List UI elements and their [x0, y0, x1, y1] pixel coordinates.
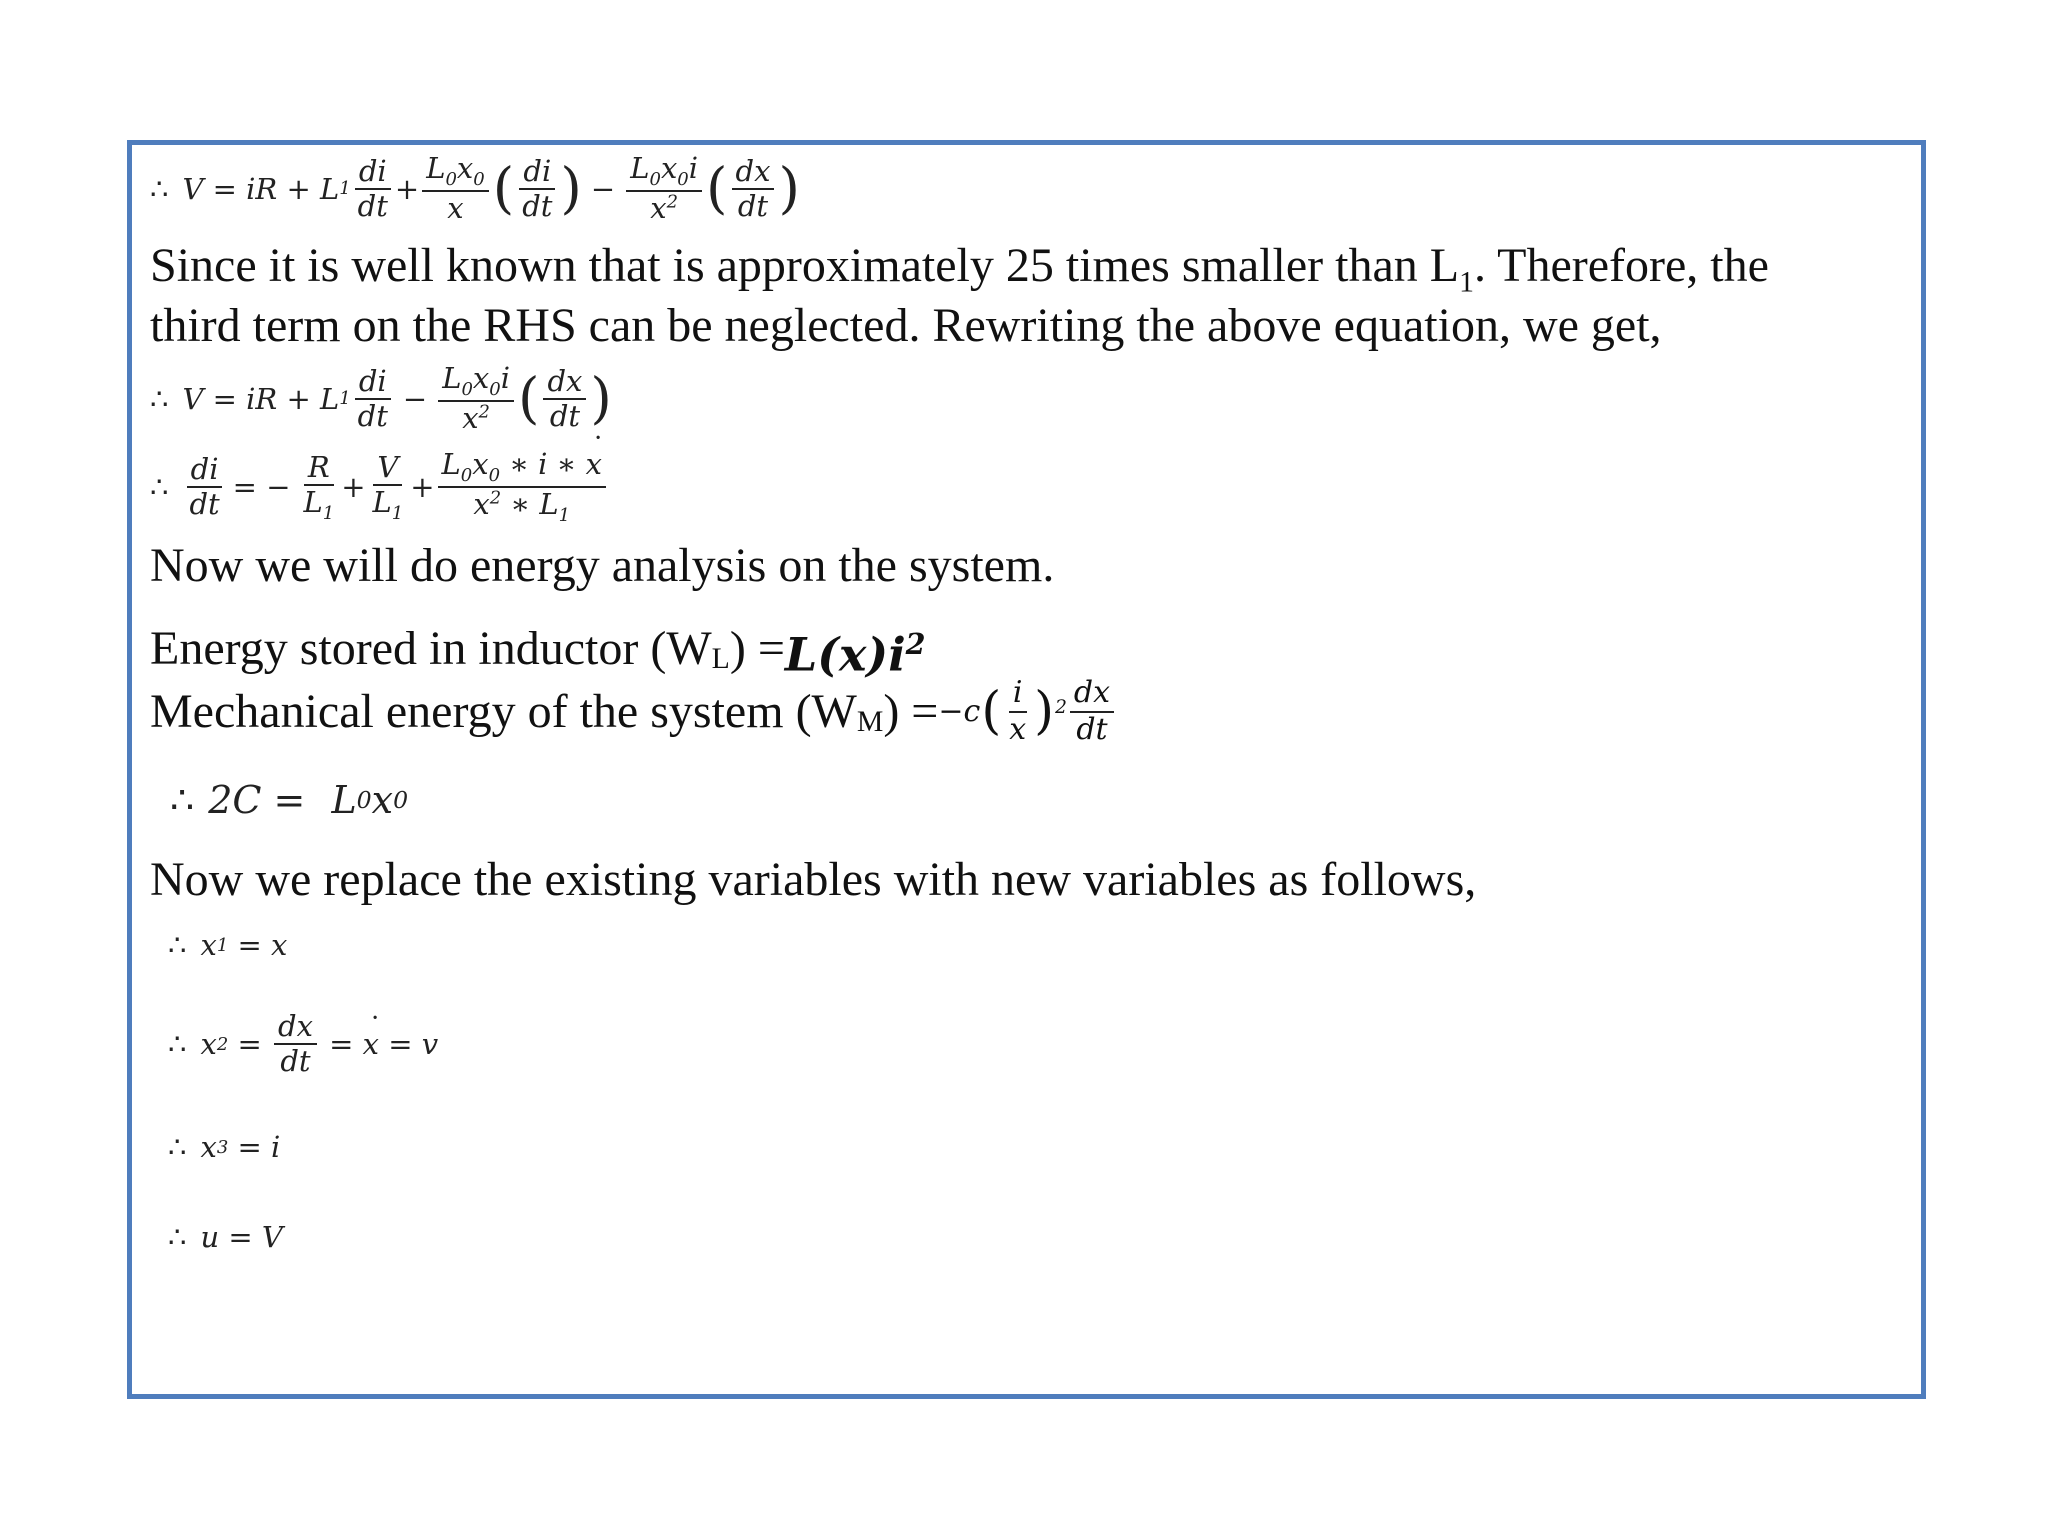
eq3-f3-den-sub: 1: [558, 505, 571, 527]
two-c-lhs: 2C =: [208, 778, 318, 822]
paragraph-energy-analysis: Now we will do energy analysis on the system.: [150, 539, 1055, 592]
eq2-frac-di-dt: [354, 365, 392, 434]
equation-voltage-simplified: ∴ V = iR + L 1 $\frac{di}{dt}$ − $\frac{L_0x_0i}{x^2}$ ( $\frac{dx}{dt}$ ): [150, 361, 612, 436]
energy-formula: [785, 614, 926, 684]
two-c-rhs-b: x: [371, 778, 394, 822]
eq1-t3-paren-num: dx: [732, 155, 775, 190]
eq2-t1-num: di: [355, 365, 391, 400]
eq2-lhs-sub: 1: [339, 388, 351, 410]
eq1-t3-num-b: x: [660, 151, 678, 185]
therefore-symbol: ∴: [168, 928, 187, 962]
therefore-symbol: ∴: [150, 171, 169, 206]
eq1-t2-num-a: L: [426, 151, 446, 185]
eq1-t2-den: x: [447, 191, 464, 226]
therefore-symbol: ∴: [168, 1130, 187, 1164]
eq1-t2-sub1: 0: [473, 168, 485, 190]
equation-x1: [168, 928, 287, 962]
eq1-t2-paren-den: dt: [522, 188, 553, 223]
eq3-f3-den-sup: 2: [489, 487, 502, 509]
eq1-t3-num-a: L: [630, 151, 650, 185]
equation-u: [168, 1220, 283, 1254]
eq3-lhs-num: di: [187, 453, 223, 488]
eq2-paren-num: dx: [543, 365, 586, 400]
u-equation-text: u = V: [200, 1220, 283, 1254]
eq3-f1-den-sub: 1: [322, 502, 335, 524]
energy-label: Energy stored in inductor (W: [150, 622, 712, 676]
equation-voltage-full: ∴ V = iR + L 1 $\frac{di}{dt}$ + $\frac{L_0x_0}{x}$ ( $\frac{di}{dt}$ ) − $\frac{L_0x_0i}{x^2}$ ( $\frac{dx}{dt}$ ): [150, 151, 800, 226]
eq1-paren-dx-dt: [732, 155, 775, 224]
paragraph-replace-variables: Now we replace the existing variables with new variables as follows,: [150, 853, 1477, 906]
eq1-frac-l0x0i-x2: [626, 152, 702, 226]
x3-var: x: [200, 1130, 217, 1164]
mech-sup: 2: [1055, 697, 1067, 718]
x2-rest-b: = v: [379, 1027, 439, 1062]
eq3-frac-r-l1: [300, 451, 339, 525]
mech-frac-den: x: [1009, 711, 1027, 747]
eq3-f2-den-sub: 1: [391, 502, 404, 524]
eq1-t1-den: dt: [357, 188, 388, 223]
x2-eq: =: [228, 1027, 271, 1062]
eq1-lhs: V = iR + L: [182, 171, 340, 206]
mech-formula: −c ( $\frac{i}{x}$ ) 2 $\frac{dx}{dt}$: [938, 676, 1117, 747]
therefore-symbol: ∴: [168, 1027, 187, 1062]
eq3-plus-1: +: [341, 470, 366, 505]
x2-den: dt: [280, 1044, 311, 1079]
eq1-t3-num-c: i: [688, 151, 699, 185]
x2-var: x: [200, 1027, 217, 1062]
eq3-f3-sub0: 0: [460, 464, 473, 486]
eq1-t1-num: di: [355, 155, 391, 190]
eq2-lhs: V = iR + L: [182, 381, 340, 416]
eq2-paren-den: dt: [549, 398, 581, 433]
energy-formula-main: L(x)i: [784, 627, 906, 682]
x2-rest-a: =: [319, 1027, 363, 1062]
mech-close: ) =: [883, 684, 939, 738]
mech-sub: M: [856, 704, 884, 738]
energy-formula-sup: 2: [905, 627, 926, 661]
eq2-t2-sub1: 0: [489, 378, 501, 400]
eq1-t2-num-b: x: [456, 151, 474, 185]
eq2-t1-den: dt: [357, 398, 388, 433]
two-c-sub1: 0: [393, 786, 409, 814]
two-c-sub0: 0: [356, 786, 372, 814]
therefore-symbol: ∴: [150, 381, 169, 416]
eq3-f1-num: R: [304, 451, 334, 486]
therefore-symbol: ∴: [168, 1220, 187, 1254]
x1-var: x: [200, 928, 217, 962]
eq3-f3-sub1: 0: [488, 464, 501, 486]
energy-close: ) =: [729, 622, 785, 676]
x3-rhs: = i: [228, 1130, 281, 1164]
x2-frac-dx-dt: [274, 1010, 317, 1079]
eq3-lhs-frac: [185, 453, 223, 522]
mech-frac-num: i: [1009, 676, 1027, 713]
eq1-paren-di-dt: [518, 155, 556, 224]
energy-sub: L: [711, 642, 730, 676]
eq3-f2-den: L: [372, 484, 392, 519]
eq1-t2-paren-num: di: [519, 155, 555, 190]
x2-sub: 2: [216, 1033, 229, 1055]
mech-frac-i-x: [1005, 676, 1030, 747]
paragraph-rewriting: third term on the RHS can be neglected. Rewriting the above equation, we get,: [150, 299, 1662, 352]
x2-xdot: ˙ x: [363, 1027, 379, 1061]
eq3-f3-num-b: x: [472, 447, 489, 481]
therefore-symbol: ∴: [170, 778, 195, 822]
paragraph-1-sub: 1: [1459, 265, 1474, 299]
energy-inductor-line: [150, 614, 926, 684]
eq1-frac-l0x0-x: [422, 152, 489, 226]
mech-dx: dx: [1070, 676, 1114, 713]
eq2-t2-num-a: L: [442, 361, 462, 395]
mech-label: Mechanical energy of the system (W: [150, 684, 857, 738]
equation-di-dt: [150, 448, 609, 527]
mech-frac-dx-dt: [1070, 676, 1114, 747]
mechanical-energy-line: [150, 676, 1117, 747]
eq2-paren-dx-dt: [543, 365, 586, 434]
eq3-f3-num-c: ∗ i ∗: [500, 447, 586, 481]
eq2-minus: −: [402, 381, 428, 416]
eq1-t3-den: x: [650, 191, 667, 226]
eq3-f3-xdot: ˙ x: [586, 448, 602, 481]
eq3-equals: = −: [232, 470, 291, 505]
eq2-t2-num-c: i: [500, 361, 510, 395]
eq1-t2-sub0: 0: [445, 168, 457, 190]
therefore-symbol: ∴: [150, 470, 169, 505]
eq1-lhs-sub: 1: [339, 178, 351, 200]
eq3-f3-den-a: x: [473, 487, 490, 522]
eq3-f3-num-a: L: [441, 447, 461, 481]
eq3-frac-v-l1: [369, 451, 408, 525]
eq3-frac-main: [438, 448, 606, 527]
x1-sub: 1: [216, 934, 229, 956]
x1-rhs: = x: [228, 928, 288, 962]
eq2-t2-num-b: x: [472, 361, 490, 395]
eq1-t3-den-sup: 2: [666, 191, 679, 213]
equation-x3: [168, 1130, 280, 1164]
mech-formula-c: −c: [938, 693, 981, 729]
eq1-t3-paren-den: dt: [737, 188, 769, 223]
eq3-plus-2: +: [410, 470, 435, 505]
eq2-t2-den: x: [462, 401, 479, 436]
eq2-t2-den-sup: 2: [478, 401, 490, 423]
equation-x2: [168, 1010, 438, 1079]
eq1-t3-sub1: 0: [677, 168, 689, 190]
equation-2c: [170, 778, 408, 822]
eq2-frac-l0x0i-x2: [438, 362, 514, 436]
paragraph-1-end: . Therefore, the: [1473, 239, 1769, 292]
eq1-minus: −: [590, 171, 616, 206]
eq3-f1-den: L: [303, 484, 323, 519]
paragraph-1-text: Since it is well known that is approximately 25 times smaller than L: [150, 239, 1460, 292]
eq1-frac-di-dt: [354, 155, 392, 224]
eq3-f3-den-b: ∗ L: [501, 487, 559, 522]
eq3-lhs-den: dt: [189, 487, 220, 522]
x3-sub: 3: [216, 1136, 229, 1158]
eq1-t3-sub0: 0: [649, 168, 661, 190]
eq2-t2-sub0: 0: [461, 378, 473, 400]
eq1-plus: +: [394, 171, 420, 206]
x2-num: dx: [274, 1010, 317, 1045]
eq3-f2-num: V: [373, 451, 402, 486]
mech-dt: dt: [1076, 711, 1108, 747]
two-c-rhs-a: L: [331, 778, 357, 822]
